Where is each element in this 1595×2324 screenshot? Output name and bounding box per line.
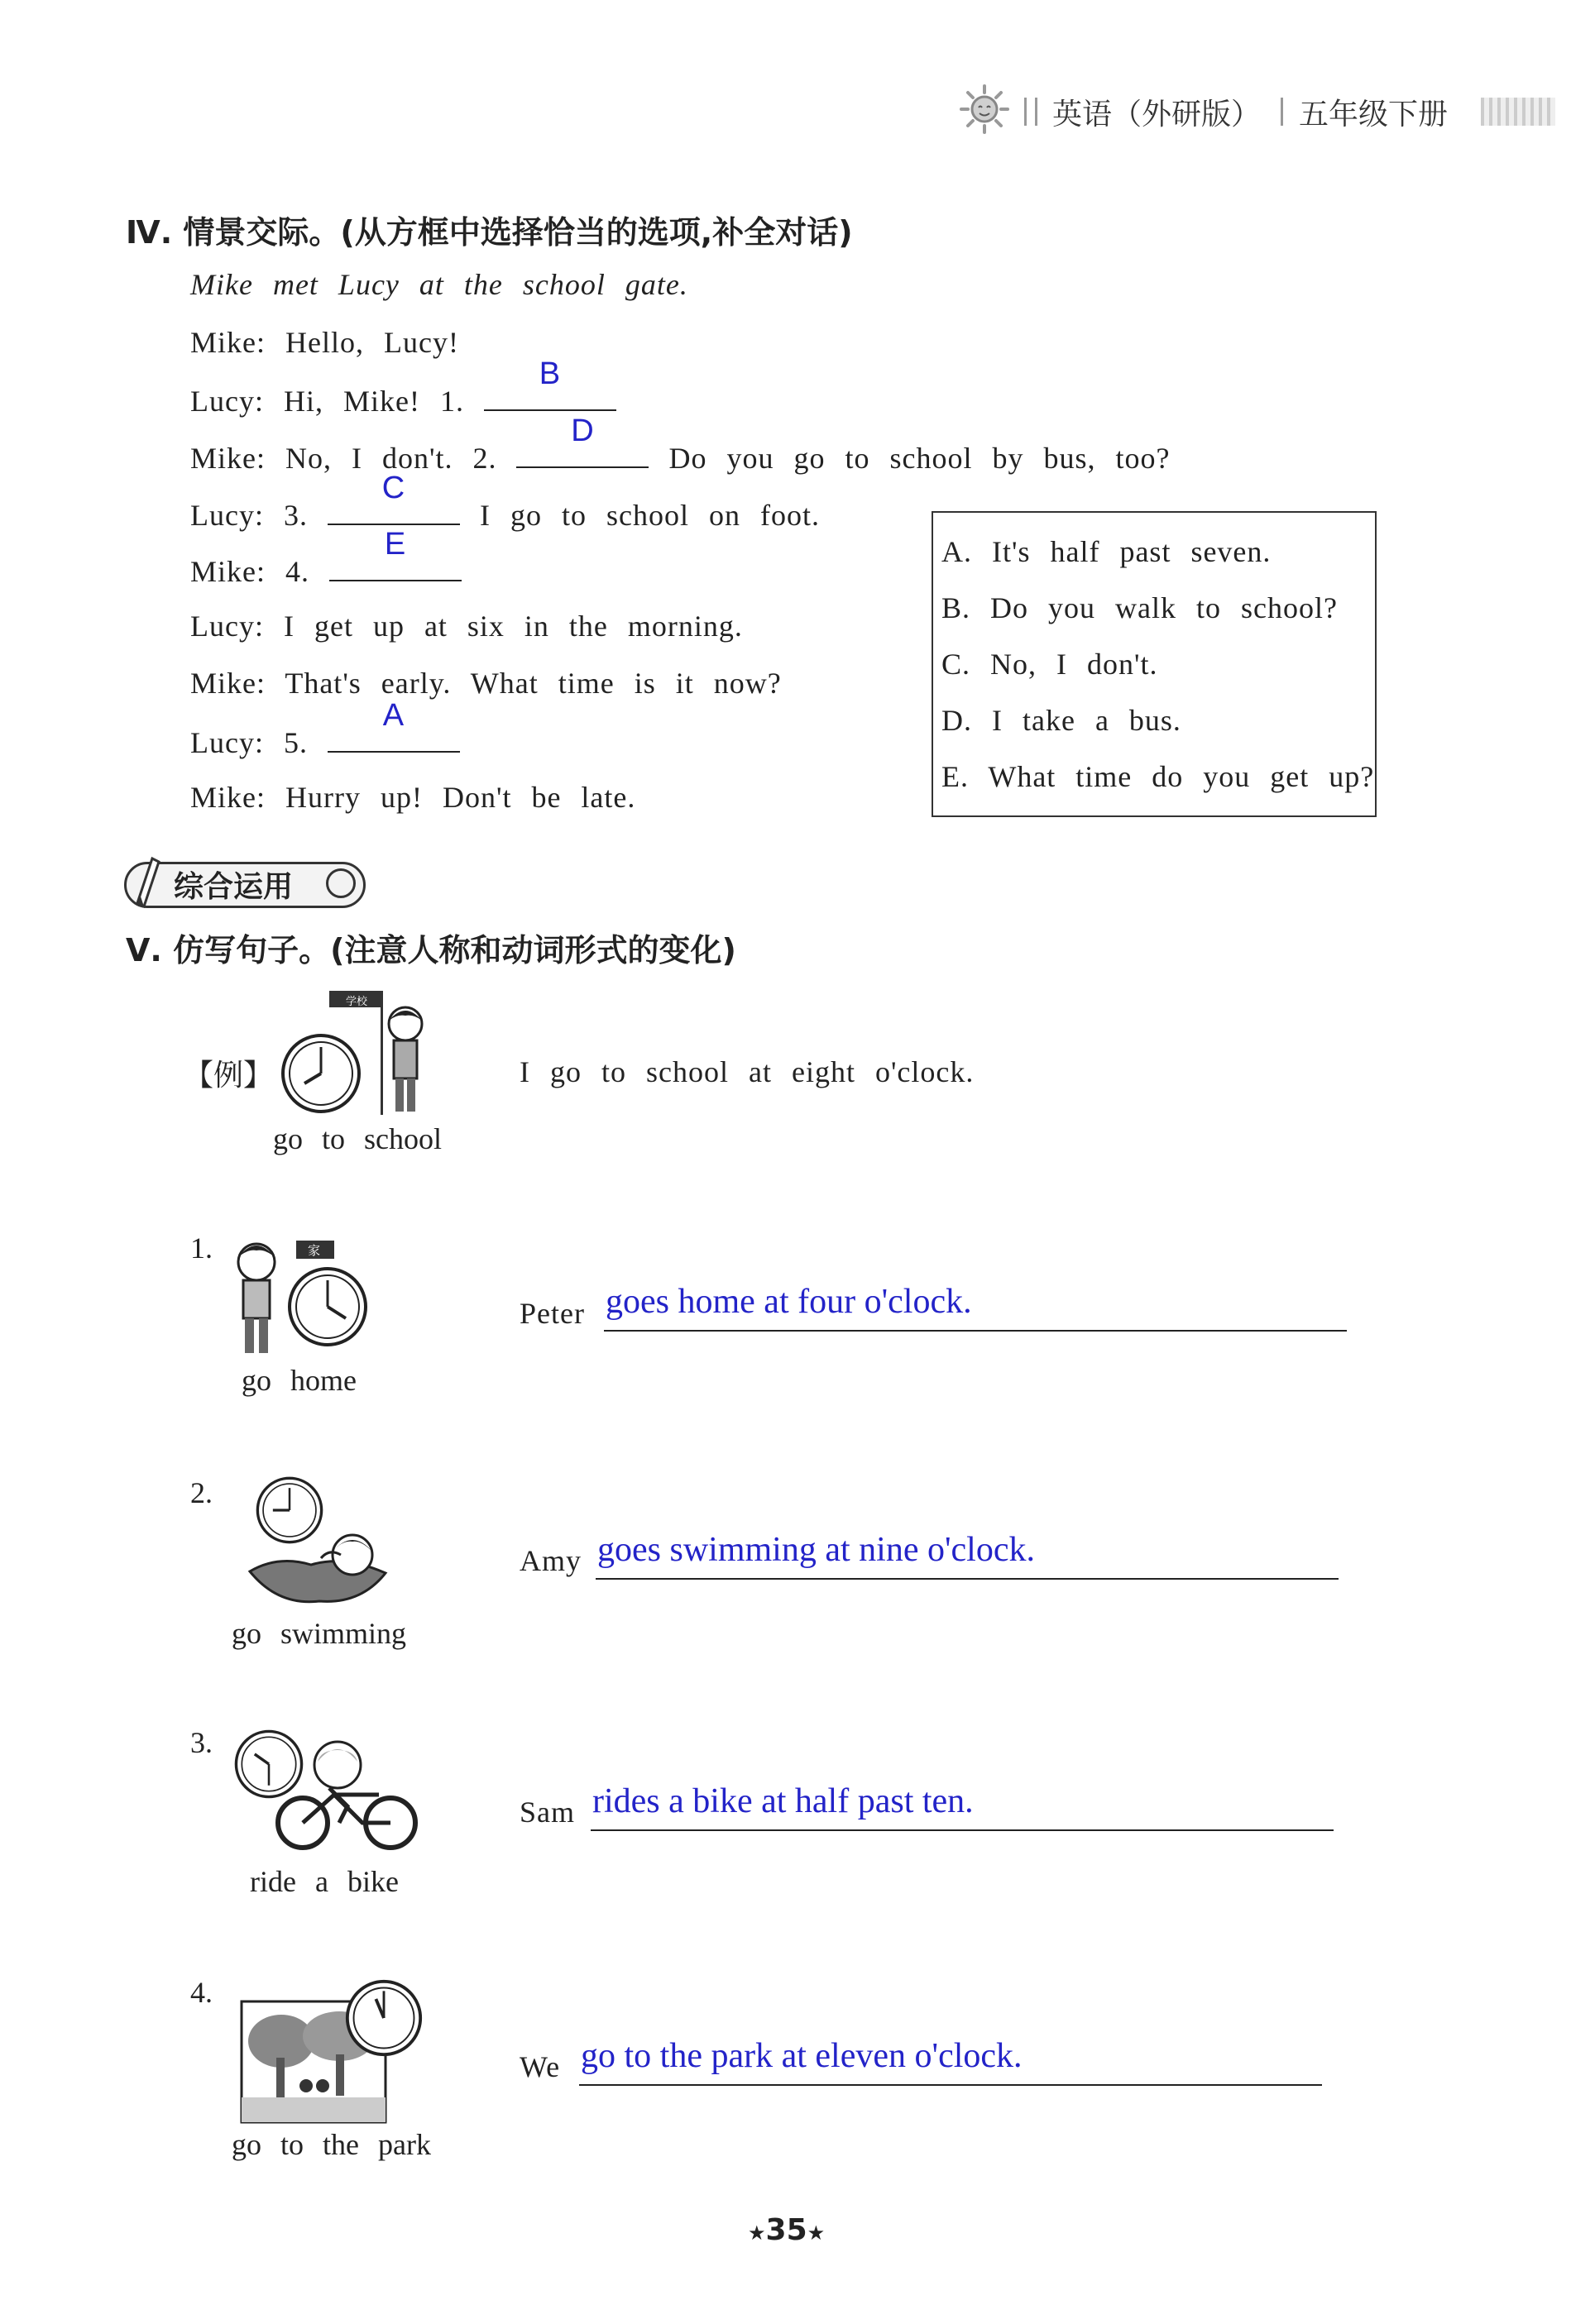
section5-heading: Ⅴ. 仿写句子。(注意人称和动词形式的变化) — [126, 932, 736, 968]
banner-label: 综合运用 — [174, 870, 294, 904]
option-c: C. No, I don't. — [941, 648, 1158, 681]
item-caption: go swimming — [232, 1617, 407, 1650]
item-number: 3. — [190, 1726, 213, 1759]
dialog-line: Lucy: 5. A — [190, 723, 460, 760]
header-stripe — [1481, 98, 1555, 126]
option-d: D. I take a bus. — [941, 704, 1181, 737]
handwritten-answer-1: goes home at four o'clock. — [606, 1283, 972, 1321]
item-number: 2. — [190, 1476, 213, 1509]
header-title: 英语（外研版） — [1052, 98, 1262, 132]
page-number — [748, 2213, 825, 2247]
option-e: E. What time do you get up? — [941, 760, 1375, 793]
dialog-line: Mike: That's early. What time is it now? — [190, 667, 782, 700]
scene-text: Mike met Lucy at the school gate. — [190, 268, 688, 301]
dialog-line: Lucy: 3. C I go to school on foot. — [190, 471, 820, 532]
school-sign — [329, 991, 384, 1115]
option-b: B. Do you walk to school? — [941, 591, 1338, 624]
item-subject: Sam — [520, 1796, 576, 1829]
divider-bars — [1024, 98, 1037, 126]
answer-blank-5[interactable] — [328, 698, 460, 753]
item-subject: We — [520, 2050, 561, 2083]
example-sentence: I go to school at eight o'clock. — [520, 1055, 975, 1088]
dialog-line: Mike: No, I don't. 2. D Do you go to school by bus, too? — [190, 414, 1171, 475]
item-subject: Amy — [520, 1544, 582, 1577]
boy-icon — [381, 1004, 430, 1120]
answer-blank-3[interactable] — [328, 471, 460, 525]
answer-blank-4[interactable] — [329, 527, 462, 581]
answer-2: D — [571, 414, 595, 448]
answer-1: B — [539, 356, 562, 391]
page-number-value: 35 — [765, 2213, 807, 2247]
star-icon: ★ — [748, 2221, 766, 2245]
item-subject: Peter — [520, 1297, 585, 1330]
answer-5: A — [382, 698, 405, 733]
handwritten-answer-3: rides a bike at half past ten. — [592, 1782, 974, 1820]
answer-line-2[interactable] — [596, 1576, 1339, 1580]
option-a: A. It's half past seven. — [941, 535, 1272, 568]
dialog-line: Mike: Hurry up! Don't be late. — [190, 781, 636, 814]
answer-3: C — [381, 471, 406, 505]
dialog-line: Lucy: Hi, Mike! 1. B — [190, 381, 616, 418]
star-icon: ★ — [807, 2221, 826, 2245]
item-caption: go home — [242, 1364, 357, 1397]
bicycle-icon — [271, 1737, 422, 1853]
section-banner — [124, 858, 366, 906]
clock-icon — [344, 1978, 424, 2058]
sun-icon — [960, 84, 1009, 134]
header-grade: 五年级下册 — [1299, 98, 1449, 132]
handwritten-answer-4: go to the park at eleven o'clock. — [581, 2037, 1023, 2075]
dialog-line: Mike: Hello, Lucy! — [190, 326, 459, 359]
divider-bar — [1281, 98, 1283, 126]
example-caption: go to school — [273, 1122, 442, 1155]
answer-4: E — [384, 527, 407, 562]
answer-blank-1[interactable] — [484, 356, 616, 411]
item-caption: ride a bike — [250, 1865, 399, 1898]
boy-icon — [223, 1237, 290, 1358]
item-number: 4. — [190, 1976, 213, 2009]
banner-end-circle — [326, 868, 356, 898]
swimmer-icon — [245, 1522, 390, 1611]
dialog-line: Lucy: I get up at six in the morning. — [190, 610, 743, 643]
answer-blank-2[interactable] — [516, 414, 649, 468]
home-sign-label: 家 — [308, 1243, 321, 1258]
item-caption: go to the park — [232, 2128, 431, 2161]
answer-line-4[interactable] — [579, 2083, 1322, 2086]
example-tag: 【例】 — [184, 1059, 274, 1093]
home-sign — [296, 1241, 334, 1259]
pencil-icon — [129, 854, 162, 908]
dialog-line: Mike: 4. E — [190, 552, 462, 589]
page-header — [951, 83, 1564, 141]
options-box — [932, 511, 1377, 817]
clock-icon — [286, 1265, 369, 1348]
answer-line-1[interactable] — [604, 1328, 1347, 1332]
school-sign-label: 学校 — [346, 996, 368, 1008]
handwritten-answer-2: goes swimming at nine o'clock. — [597, 1531, 1035, 1569]
answer-line-3[interactable] — [591, 1828, 1334, 1831]
item-number: 1. — [190, 1231, 213, 1265]
section4-heading: Ⅳ. 情景交际。(从方框中选择恰当的选项,补全对话) — [126, 214, 853, 251]
